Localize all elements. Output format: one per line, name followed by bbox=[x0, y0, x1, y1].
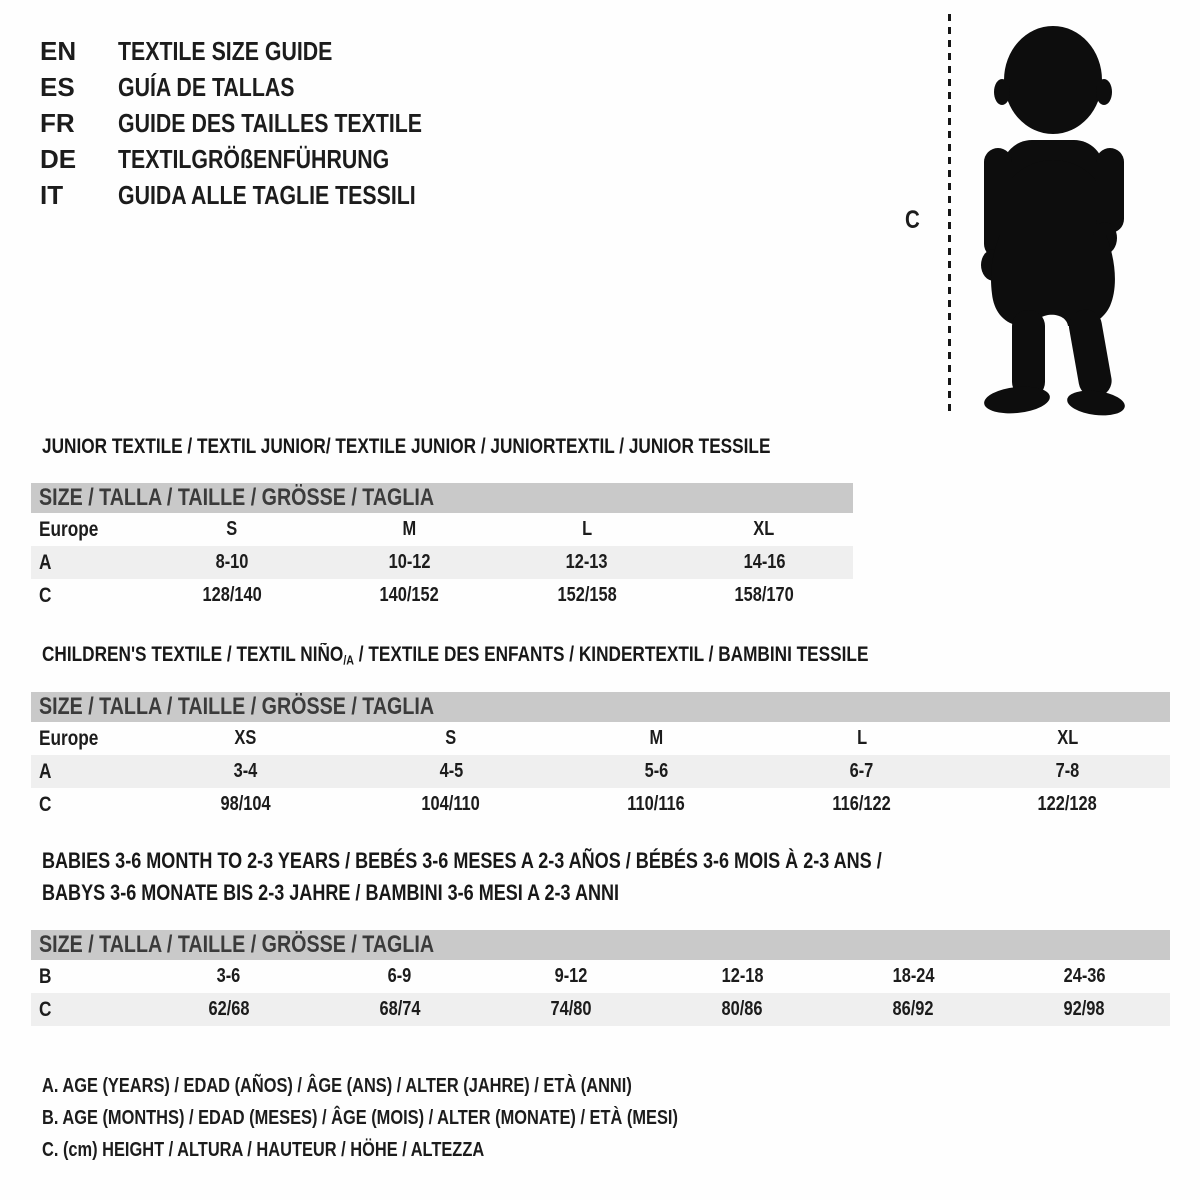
months-cell: 3-6 bbox=[216, 965, 241, 987]
lang-code: FR bbox=[40, 107, 75, 138]
size-cell: XL bbox=[1056, 727, 1078, 749]
language-title-list bbox=[40, 33, 489, 213]
babies-section-title-line2: BABYS 3-6 MONATE BIS 2-3 JAHRE / BAMBINI 3-6 MESI A 2-3 ANNI bbox=[42, 880, 620, 905]
measurement-legend bbox=[42, 1070, 818, 1166]
size-table-header: SIZE / TALLA / TAILLE / GRÖSSE / TAGLIA bbox=[31, 483, 853, 513]
children-size-table bbox=[31, 692, 1170, 821]
age-cell: 14-16 bbox=[743, 551, 786, 573]
lang-row-es bbox=[40, 69, 489, 105]
size-cell: XS bbox=[234, 727, 257, 749]
size-table-header: SIZE / TALLA / TAILLE / GRÖSSE / TAGLIA bbox=[31, 692, 1170, 722]
height-cell: 158/170 bbox=[734, 584, 794, 606]
height-cell: 86/92 bbox=[892, 998, 934, 1020]
lang-title: GUÍA DE TALLAS bbox=[118, 71, 295, 102]
height-cell: 152/158 bbox=[557, 584, 617, 606]
table-row-age bbox=[31, 755, 1170, 788]
table-row-height bbox=[31, 788, 1170, 821]
size-cell: L bbox=[581, 518, 592, 540]
lang-row-fr bbox=[40, 105, 489, 141]
size-cell: S bbox=[226, 518, 238, 540]
table-row-height bbox=[31, 993, 1170, 1026]
table-row-months bbox=[31, 960, 1170, 993]
lang-row-de bbox=[40, 141, 489, 177]
row-label: A bbox=[39, 759, 52, 783]
row-label: C bbox=[39, 792, 52, 816]
height-cell: 116/122 bbox=[832, 793, 892, 815]
lang-code: EN bbox=[40, 35, 77, 66]
height-cell: 68/74 bbox=[379, 998, 421, 1020]
lang-title: TEXTILGRÖßENFÜHRUNG bbox=[118, 143, 390, 174]
lang-title: GUIDE DES TAILLES TEXTILE bbox=[118, 107, 423, 138]
months-cell: 9-12 bbox=[554, 965, 588, 987]
height-cell: 98/104 bbox=[220, 793, 271, 815]
height-cell: 110/116 bbox=[627, 793, 686, 815]
size-cell: M bbox=[649, 727, 664, 749]
row-label: Europe bbox=[39, 726, 99, 750]
months-cell: 18-24 bbox=[892, 965, 935, 987]
age-cell: 7-8 bbox=[1055, 760, 1080, 782]
lang-row-en bbox=[40, 33, 489, 69]
lang-code: ES bbox=[40, 71, 75, 102]
lang-title: GUIDA ALLE TAGLIE TESSILI bbox=[118, 179, 416, 210]
age-cell: 3-4 bbox=[233, 760, 258, 782]
size-cell: S bbox=[445, 727, 457, 749]
junior-size-table bbox=[31, 483, 853, 612]
age-cell: 12-13 bbox=[565, 551, 608, 573]
size-cell: L bbox=[856, 727, 867, 749]
row-label: C bbox=[39, 997, 52, 1021]
height-measure-label: C bbox=[905, 206, 920, 234]
legend-line-b: B. AGE (MONTHS) / EDAD (MESES) / ÂGE (MOIS) / ALTER (MONATE) / ETÀ (MESI) bbox=[42, 1106, 678, 1129]
junior-section-title: JUNIOR TEXTILE / TEXTIL JUNIOR/ TEXTILE JUNIOR / JUNIORTEXTIL / JUNIOR TESSILE bbox=[42, 435, 771, 458]
age-cell: 4-5 bbox=[439, 760, 463, 782]
nino-a-subscript: /A bbox=[343, 652, 355, 668]
table-row-europe bbox=[31, 513, 853, 546]
lang-code: DE bbox=[40, 143, 77, 174]
row-label: C bbox=[39, 583, 52, 607]
size-table-header: SIZE / TALLA / TAILLE / GRÖSSE / TAGLIA bbox=[31, 930, 1170, 960]
age-cell: 6-7 bbox=[850, 760, 874, 782]
babies-section-title-line1: BABIES 3-6 MONTH TO 2-3 YEARS / BEBÉS 3-6 MESES A 2-3 AÑOS / BÉBÉS 3-6 MOIS À 2-3 ANS / bbox=[42, 848, 882, 873]
legend-line-c: C. (cm) HEIGHT / ALTURA / HAUTEUR / HÖHE / ALTEZZA bbox=[42, 1138, 485, 1161]
height-cell: 80/86 bbox=[721, 998, 763, 1020]
height-cell: 62/68 bbox=[208, 998, 250, 1020]
row-label: A bbox=[39, 550, 52, 574]
age-cell: 10-12 bbox=[388, 551, 431, 573]
toddler-silhouette-icon bbox=[972, 20, 1138, 420]
months-cell: 24-36 bbox=[1063, 965, 1106, 987]
row-label: Europe bbox=[39, 517, 99, 541]
height-cell: 74/80 bbox=[550, 998, 592, 1020]
months-cell: 12-18 bbox=[721, 965, 764, 987]
height-measure-dashed-line bbox=[948, 14, 951, 414]
age-cell: 5-6 bbox=[644, 760, 669, 782]
lang-title: TEXTILE SIZE GUIDE bbox=[118, 35, 333, 66]
babies-size-table bbox=[31, 930, 1170, 1026]
table-row-age bbox=[31, 546, 853, 579]
age-cell: 8-10 bbox=[215, 551, 249, 573]
legend-line-a: A. AGE (YEARS) / EDAD (AÑOS) / ÂGE (ANS) / ALTER (JAHRE) / ETÀ (ANNI) bbox=[42, 1074, 632, 1097]
lang-code: IT bbox=[40, 179, 64, 210]
lang-row-it bbox=[40, 177, 489, 213]
height-cell: 140/152 bbox=[379, 584, 439, 606]
row-label: B bbox=[39, 964, 52, 988]
height-cell: 104/110 bbox=[421, 793, 481, 815]
table-row-height bbox=[31, 579, 853, 612]
months-cell: 6-9 bbox=[387, 965, 412, 987]
table-row-europe bbox=[31, 722, 1170, 755]
height-cell: 92/98 bbox=[1063, 998, 1105, 1020]
size-cell: XL bbox=[753, 518, 775, 540]
height-cell: 122/128 bbox=[1037, 793, 1097, 815]
children-section-title: CHILDREN'S TEXTILE / TEXTIL NIÑO/A / TEXTILE DES ENFANTS / KINDERTEXTIL / BAMBINI TESSILE bbox=[42, 643, 869, 668]
size-cell: M bbox=[402, 518, 417, 540]
height-cell: 128/140 bbox=[202, 584, 262, 606]
